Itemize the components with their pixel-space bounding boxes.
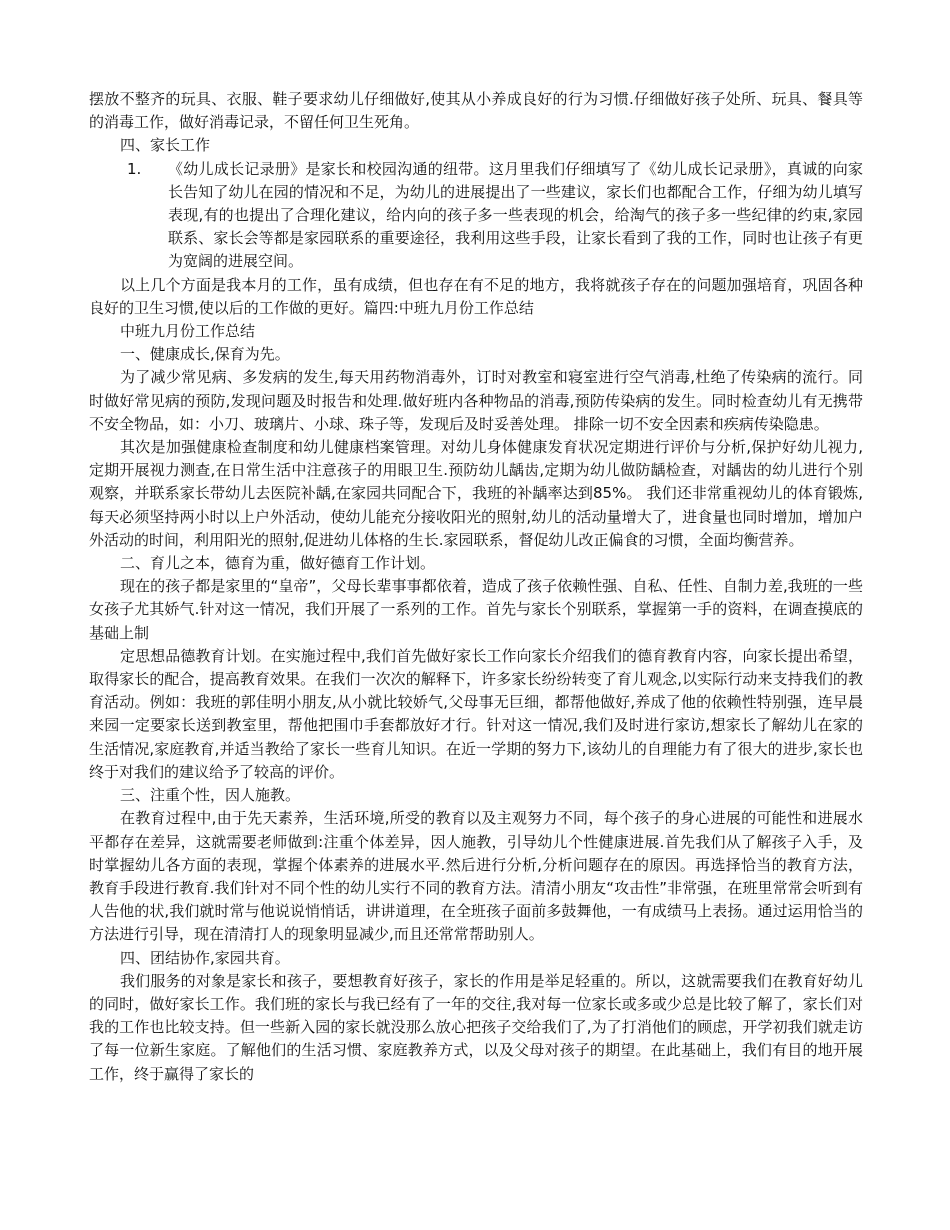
list-number: 1. — [127, 159, 142, 178]
paragraph: 一、健康成长,保育为先。 — [120, 345, 290, 364]
paragraph: 在教育过程中,由于先天素养，生活环境,所受的教育以及主观努力不同，每个孩子的身心进展的可能性和进展水平都存在差异，这就需要老师做到:注重个体差异，因人施教，引导幼儿个性健康进展.首先我们从了解孩子入手，及时掌握幼儿各方面的表现，掌握个体素养的进展水平.然后进行分析,分析问题存在的原因。再选择恰当的教育方法，教育手段进行教育.我们针对不同个性的幼儿实行不同的教育方法。清清小朋友“攻击性”非常强，在班里常常会听到有人告他的状,我们就时常与他说说悄悄话，讲讲道理，在全班孩子面前多鼓舞他，一有成绩马上表扬。通过运用恰当的方法进行引导，现在清清打人的现象明显减少,而且还常常帮助别人。 — [89, 809, 863, 944]
paragraph: 我们服务的对象是家长和孩子，要想教育好孩子，家长的作用是举足轻重的。所以，这就需要我们在教育好幼儿的同时，做好家长工作。我们班的家长与我已经有了一年的交往,我对每一位家长或多或少总是比较了解了，家长们对我的工作也比较支持。但一些新入园的家长就没那么放心把孩子交给我们了,为了打消他们的顾虑，开学初我们就走访了每一位新生家庭。了解他们的生活习惯、家庭教养方式，以及父母对孩子的期望。在此基础上，我们有目的地开展工作，终于赢得了家长的 — [89, 971, 863, 1083]
paragraph: 三、注重个性，因人施教。 — [120, 786, 301, 805]
paragraph: 四、团结协作,家园共育。 — [120, 948, 290, 967]
list-item-text: 《幼儿成长记录册》是家长和校园沟通的纽带。这月里我们仔细填写了《幼儿成长记录册》，真诚的向家长告知了幼儿在园的情况和不足，为幼儿的进展提出了一些建议，家长们也都配合工作，仔细为幼儿填写表现,有的也提出了合理化建议，给内向的孩子多一些表现的机会，给淘气的孩子多一些纪律的约束,家园联系、家长会等都是家园联系的重要途径，我利用这些手段，让家长看到了我的工作，同时也让孩子有更为宽阔的进展空间。 — [168, 159, 863, 271]
paragraph: 摆放不整齐的玩具、衣服、鞋子要求幼儿仔细做好,使其从小养成良好的行为习惯.仔细做好孩子处所、玩具、餐具等的消毒工作，做好消毒记录，不留任何卫生死角。 — [89, 90, 863, 132]
paragraph: 二、育儿之本，德育为重，做好德育工作计划。 — [120, 554, 436, 573]
paragraph: 为了减少常见病、多发病的发生,每天用药物消毒外，订时对教室和寝室进行空气消毒,杜绝了传染病的流行。同时做好常见病的预防,发现问题及时报告和处理.做好班内各种物品的消毒,预防传染病的发生。同时检查幼儿有无携带不安全物品，如：小刀、玻璃片、小球、珠子等，发现后及时妥善处理。 排除一切不安全因素和疾病传染隐患。 — [89, 368, 863, 433]
paragraph: 定思想品德教育计划。在实施过程中,我们首先做好家长工作向家长介绍我们的德育教育内容，向家长提出希望，取得家长的配合，提高教育效果。在我们一次次的解释下，许多家长纷纷转变了育儿观念,以实际行动来支持我们的教育活动。例如：我班的郭佳明小朋友,从小就比较娇气,父母事无巨细，都帮他做好,养成了他的依赖性特别强，连早晨来园一定要家长送到教室里，帮他把围巾手套都放好才行。针对这一情况,我们及时进行家访,想家长了解幼儿在家的生活情况,家庭教育,并适当教给了家长一些育儿知识。在近一学期的努力下,该幼儿的自理能力有了很大的进步,家长也终于对我们的建议给予了较高的评价。 — [89, 646, 863, 781]
paragraph: 以上几个方面是我本月的工作，虽有成绩，但也存在有不足的地方，我将就孩子存在的问题加强培育，巩固各种良好的卫生习惯,使以后的工作做的更好。篇四:中班九月份工作总结 — [89, 275, 863, 317]
paragraph: 四、家长工作 — [120, 136, 211, 155]
paragraph: 其次是加强健康检查制度和幼儿健康档案管理。对幼儿身体健康发育状况定期进行评价与分析,保护好幼儿视力,定期开展视力测查,在日常生活中注意孩子的用眼卫生.预防幼儿龋齿,定期为幼儿做防龋检查，对龋齿的幼儿进行个别观察，并联系家长带幼儿去医院补龋,在家园共同配合下，我班的补龋率达到85%。 我们还非常重视幼儿的体育锻炼,每天必须坚持两小时以上户外活动，使幼儿能充分接收阳光的照射,幼儿的活动量增大了，进食量也同时增加，增加户外活动的时间，利用阳光的照射,促进幼儿体格的生长.家园联系，督促幼儿改正偏食的习惯，全面均衡营养。 — [89, 438, 863, 549]
document-page — [89, 88, 863, 1086]
list-item — [89, 158, 863, 274]
paragraph: 中班九月份工作总结 — [120, 322, 256, 341]
paragraph: 现在的孩子都是家里的“皇帝”，父母长辈事事都依着，造成了孩子依赖性强、自私、任性、自制力差,我班的一些女孩子尤其娇气.针对这一情况，我们开展了一系列的工作。首先与家长个别联系，掌握第一手的资料，在调查摸底的基础上制 — [89, 577, 863, 642]
